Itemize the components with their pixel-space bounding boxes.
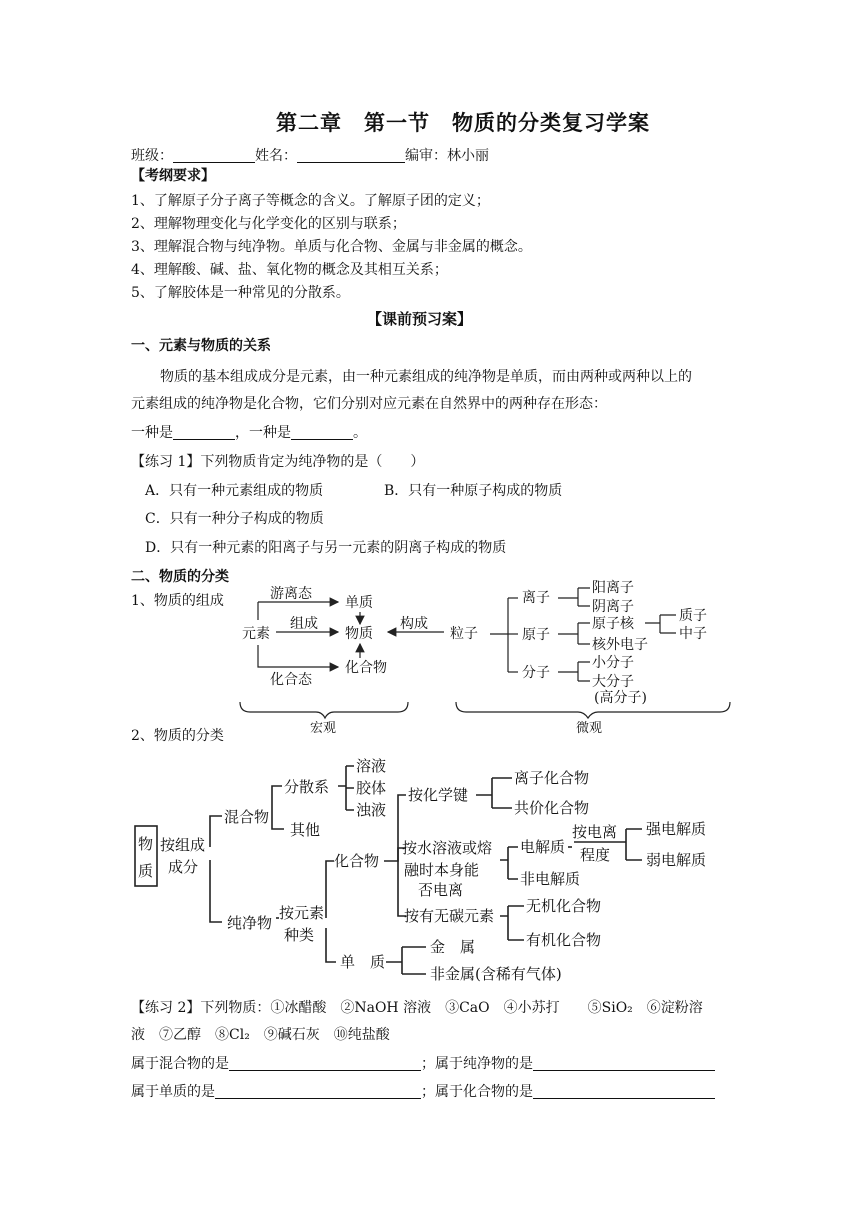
d2-qiangdianjiezhi: 强电解质 <box>646 820 707 838</box>
d1-zucheng: 组成 <box>290 616 318 632</box>
section2-heading: 二、物质的分类 <box>131 569 229 585</box>
kaogang-heading: 【考纲要求】 <box>131 168 215 184</box>
d2-chunjingwu: 纯净物 <box>227 914 273 932</box>
d1-huahetai: 化合态 <box>270 672 312 688</box>
exercise1-option-a[interactable]: A．只有一种元素组成的物质 <box>145 483 324 499</box>
sub1-heading: 1、物质的组成 <box>131 593 224 609</box>
pure-blank[interactable] <box>533 1056 715 1071</box>
exercise2-line: 【练习 2】下列物质：①冰醋酸 ②NaOH 溶液 ③CaO ④小苏打 ⑤SiO₂ ⑥淀粉溶 <box>131 1000 703 1016</box>
d2-feidianjiezhi: 非电解质 <box>520 870 581 888</box>
exercise2-line: 液 ⑦乙醇 ⑧Cl₂ ⑨碱石灰 ⑩纯盐酸 <box>131 1027 390 1043</box>
name-label: 姓名： <box>255 148 297 164</box>
d1-dafenzi: 大分子 <box>592 674 634 690</box>
blank-middle: ，一种是 <box>235 425 291 441</box>
d2-jiaoti: 胶体 <box>356 779 387 797</box>
d2-qita: 其他 <box>290 821 321 839</box>
d2-fensanxi: 分散系 <box>284 778 330 796</box>
compound-blank[interactable] <box>533 1084 715 1099</box>
preview-heading: 【课前预习案】 <box>367 310 473 328</box>
editor-label: 编审：林小丽 <box>405 148 489 164</box>
d2-danzhi: 单 质 <box>340 953 386 971</box>
kaogang-item: 4、理解酸、碱、盐、氧化物的概念及其相互关系； <box>131 262 448 278</box>
q-element-label: 属于单质的是 <box>131 1084 215 1100</box>
d1-yinlizi: 阴离子 <box>592 599 634 615</box>
d1-wuzhi: 物质 <box>345 626 373 642</box>
paragraph-line: 物质的基本组成成分是元素，由一种元素组成的纯净物是单质，而由两种或两种以上的 <box>160 369 692 385</box>
d1-hongguan: 宏观 <box>310 721 337 736</box>
d2-jinshu: 金 属 <box>430 938 476 956</box>
d2-anshui3: 否电离 <box>418 881 464 899</box>
d2-chengdu: 程度 <box>580 846 611 864</box>
d2-dianjiezhi: 电解质 <box>520 838 566 856</box>
d2-anshui2: 融时本身能 <box>404 861 480 879</box>
d2-rongye: 溶液 <box>356 757 387 775</box>
exercise1-question: 【练习 1】下列物质肯定为纯净物的是（ ） <box>131 454 425 470</box>
mixture-blank[interactable] <box>229 1056 421 1071</box>
d2-anzucheng: 按组成 <box>160 836 206 854</box>
paragraph-line: 元素组成的纯净物是化合物，它们分别对应元素在自然界中的两种存在形态： <box>131 396 607 412</box>
q-pure-label: ；属于纯净物的是 <box>421 1056 533 1072</box>
kaogang-item: 1、了解原子分子离子等概念的含义。了解原子团的定义； <box>131 193 490 209</box>
kaogang-item: 5、了解胶体是一种常见的分散系。 <box>131 285 350 301</box>
d2-andianli: 按电离 <box>572 823 618 841</box>
d2-anhuaxuejian: 按化学键 <box>408 786 469 804</box>
q-mixture-label: 属于混合物的是 <box>131 1056 229 1072</box>
d1-hewaidianzi: 核外电子 <box>592 637 648 653</box>
d1-fenzi: 分子 <box>522 665 550 681</box>
d2-hunhewu: 混合物 <box>224 808 270 826</box>
d2-feijinshu: 非金属(含稀有气体) <box>430 965 562 983</box>
d2-anyouwutan: 按有无碳元素 <box>404 907 495 925</box>
exercise2-row <box>131 1084 715 1099</box>
d2-zhuoye: 浊液 <box>356 801 387 819</box>
d1-lizi: 粒子 <box>450 626 478 642</box>
d1-weiguan: 微观 <box>576 721 603 736</box>
d1-yuanzihe: 原子核 <box>592 616 634 632</box>
d2-zhonglei: 种类 <box>284 926 315 944</box>
d1-huahewu: 化合物 <box>345 660 387 676</box>
page-title: 第二章 第一节 物质的分类复习学案 <box>276 111 650 135</box>
d1-danzhi: 单质 <box>345 595 373 611</box>
d2-wujihuahewu: 无机化合物 <box>526 897 602 915</box>
sub2-heading: 2、物质的分类 <box>131 728 224 744</box>
d1-xiaofenzi: 小分子 <box>592 655 634 671</box>
d2-youjihuahewu: 有机化合物 <box>526 931 602 949</box>
d1-lizi-ion: 离子 <box>522 590 550 606</box>
exercise1-option-c[interactable]: C．只有一种分子构成的物质 <box>145 511 324 527</box>
d1-yanglizi: 阳离子 <box>592 580 634 596</box>
d2-huahewu: 化合物 <box>334 852 380 870</box>
element-blank[interactable] <box>215 1084 421 1099</box>
class-label: 班级： <box>131 148 173 164</box>
blank-end: 。 <box>353 425 367 441</box>
d1-yuansu: 元素 <box>242 626 270 642</box>
d2-chengfen: 成分 <box>168 858 199 876</box>
d2-ruodianjiezhi: 弱电解质 <box>646 851 707 869</box>
exercise2-row <box>131 1056 715 1071</box>
blank-prefix: 一种是 <box>131 425 173 441</box>
d1-yuanzi: 原子 <box>522 627 550 643</box>
d2-zhi: 质 <box>138 862 154 880</box>
d1-zhongzi: 中子 <box>679 626 707 642</box>
exercise1-option-b[interactable]: B．只有一种原子构成的物质 <box>384 483 563 499</box>
kaogang-item: 2、理解物理变化与化学变化的区别与联系； <box>131 216 406 232</box>
d2-anyuansu: 按元素 <box>279 904 325 922</box>
section1-heading: 一、元素与物质的关系 <box>131 338 271 354</box>
exercise1-option-d[interactable]: D．只有一种元素的阳离子与另一元素的阴离子构成的物质 <box>145 540 507 556</box>
d2-gongjiahuahewu: 共价化合物 <box>514 799 590 817</box>
d1-goucheng: 构成 <box>400 616 428 632</box>
d2-anshui1: 按水溶液或熔 <box>402 839 493 857</box>
q-compound-label: ；属于化合物的是 <box>421 1084 533 1100</box>
d2-lizihuahewu: 离子化合物 <box>514 769 590 787</box>
kaogang-item: 3、理解混合物与纯净物。单质与化合物、金属与非金属的概念。 <box>131 239 532 255</box>
d1-gaofenzi: (高分子) <box>594 690 647 706</box>
d2-wu: 物 <box>138 835 154 853</box>
d1-youlitai: 游离态 <box>270 586 312 602</box>
d1-zhizi: 质子 <box>679 608 707 624</box>
